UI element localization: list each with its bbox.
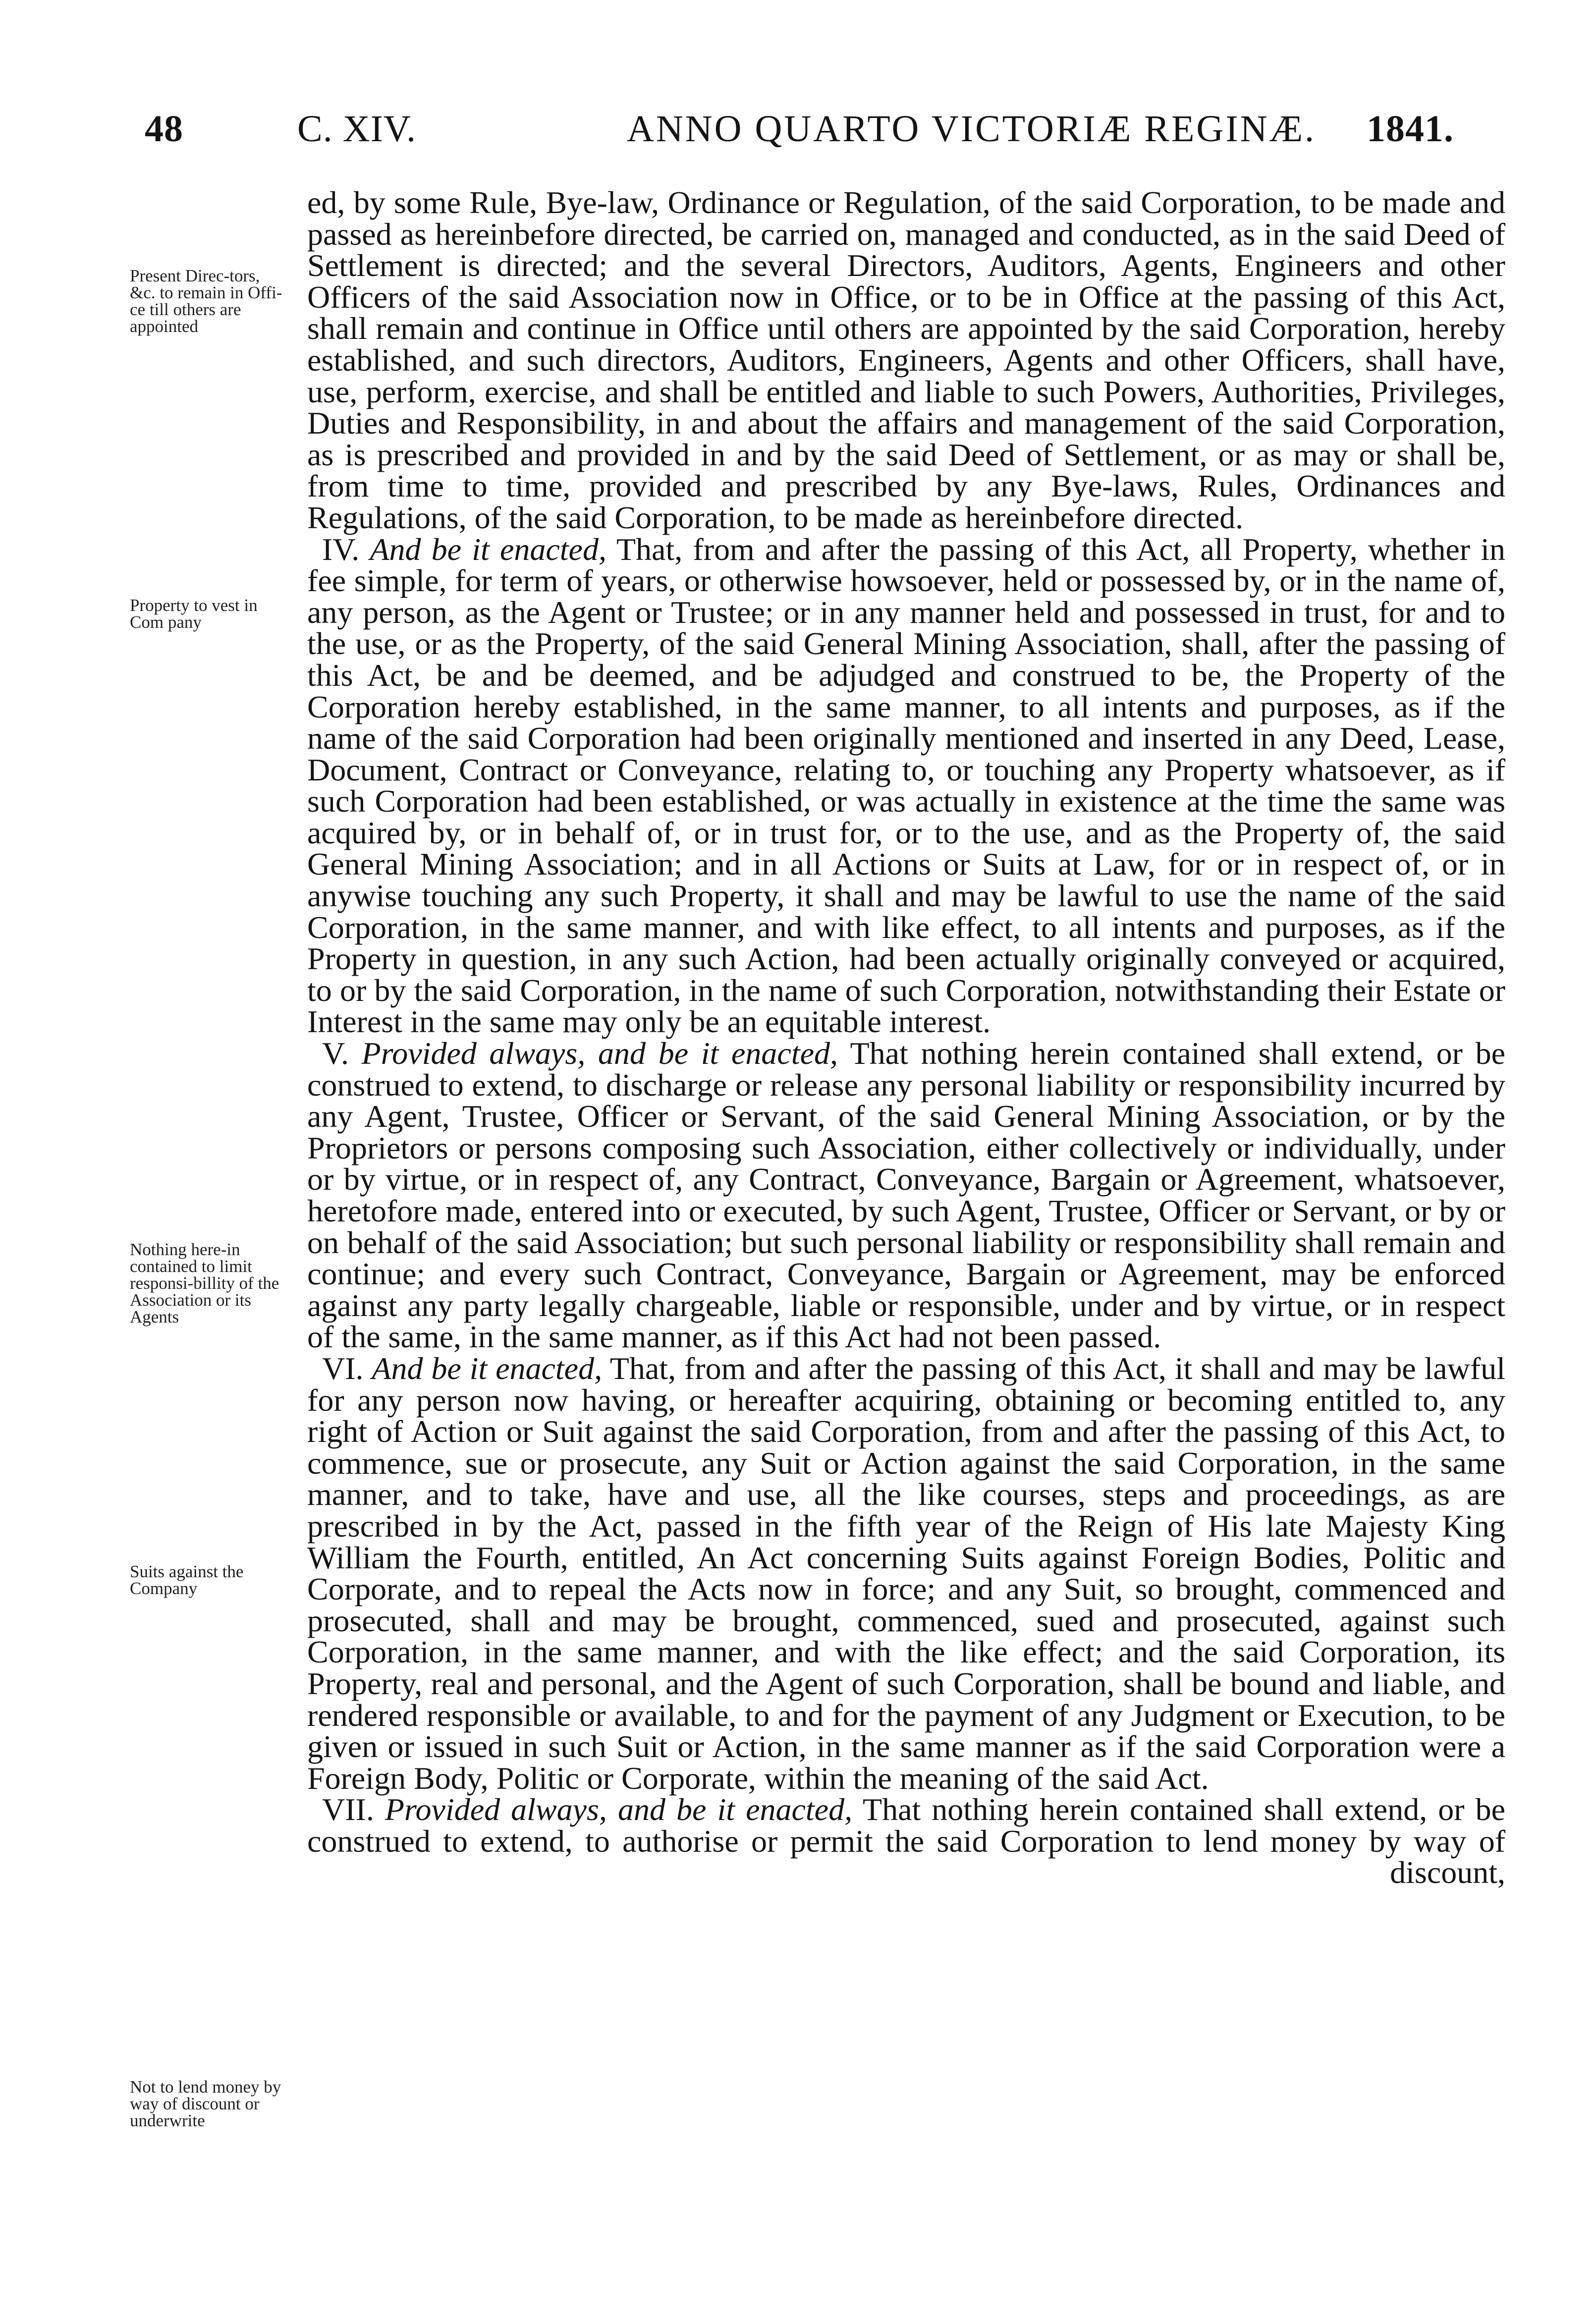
section-text: That nothing herein contained shall extend, or be construed to extend, to authorise or permit the said Corporation to lend money by way of discount, (307, 1792, 1506, 1890)
section-vii (307, 1794, 1505, 1888)
body-text (307, 187, 1505, 1888)
section-number: IV. (322, 531, 360, 567)
margin-note-property-vest: Property to vest in Com pany (130, 596, 258, 632)
enacting-formula: Provided always, and be it enacted, (361, 1036, 838, 1071)
section-text: That, from and after the passing of this Act, all Property, whether in fee simple, for term of years, or otherwise howsoever, held or possessed by, or in the name of, any person, as the Agent or Trustee; or in any manner held and possessed in trust, for and to the use, or as the Property, of the said General Mining Association, shall, after the passing of this Act, be and be deemed, and be adjudged and construed to be, the Property of the Corporation hereby established, in the same manner, to all intents and purposes, as if the name of the said Corporation had been originally mentioned and inserted in any Deed, Lease, Document, Contract or Conveyance, relating to, or touching any Property whatsoever, as if such Corporation had been established, or was actually in existence at the time the same was acquired by, or in behalf of, or in trust for, or to the use, and as the Property of, the said General Mining Association; and in all Actions or Suits at Law, for or in respect of, or in anywise touching any such Property, it shall and may be lawful to use the name of the said Corporation, in the same manner, and with like effect, to all intents and purposes, as if the Property in question, in any such Action, had been actually originally conveyed or acquired, to or by the said Corporation, in the name of such Corporation, notwithstanding their Estate or Interest in the same may only be an equitable interest. (307, 531, 1506, 1040)
section-iv (307, 531, 1506, 1040)
section-number: VI. (322, 1350, 364, 1386)
chapter-number: C. XIV. (297, 108, 416, 150)
section-number: V. (322, 1036, 349, 1071)
section-v (307, 1038, 1505, 1353)
margin-note-not-to-lend: Not to lend money by way of discount or underwrite (130, 2077, 281, 2130)
margin-note-suits: Suits against the Company (130, 1562, 244, 1598)
enacting-formula: Provided always, and be it enacted, (385, 1792, 853, 1827)
year: 1841. (1367, 108, 1454, 150)
enacting-formula: And be it enacted, (372, 1350, 603, 1386)
running-title: ANNO QUARTO VICTORIÆ REGINÆ. (627, 108, 1317, 150)
section-number: VII. (322, 1792, 374, 1827)
section-text: That nothing herein contained shall extend, or be construed to extend, to discharge or release any personal liability or responsibility incurred by any Agent, Trustee, Officer or Servant, of the said General Mining Association, or by the Proprietors or persons composing such Association, either collectively or individually, under or by virtue, or in respect of, any Contract, Conveyance, Bargain or Agreement, whatsoever, heretofore made, entered into or executed, by such Agent, Trustee, Officer or Servant, or by or on behalf of the said Association; but such personal liability or responsibility shall remain and continue; and every such Contract, Conveyance, Bargain or Agreement, may be enforced against any party legally chargeable, liable or responsible, under and by virtue, or in respect of the same, in the same manner, as if this Act had not been passed. (307, 1036, 1506, 1355)
margin-note-liability: Nothing here-in contained to limit responsi-billity of the Association or its Agents (130, 1240, 279, 1327)
section-text: That, from and after the passing of this Act, it shall and may be lawful for any person now having, or hereafter acquiring, obtaining or becoming entitled to, any right of Action or Suit against the said Corporation, from and after the passing of this Act, to commence, sue or prosecute, any Suit or Action against the said Corporation, in the same manner, and to take, have and use, all the like courses, steps and proceedings, as are prescribed in by the Act, passed in the fifth year of the Reign of His late Majesty King William the Fourth, entitled, An Act concerning Suits against Foreign Bodies, Politic and Corporate, and to repeal the Acts now in force; and any Suit, so brought, commenced and prosecuted, shall and may be brought, commenced, sued and prosecuted, against such Corporation, in the same manner, and with the like effect; and the said Corporation, its Property, real and personal, and the Agent of such Corporation, shall be bound and liable, and rendered responsible or available, to and for the payment of any Judgment or Execution, to be given or issued in such Suit or Action, in the same manner as if the said Corporation were a Foreign Body, Politic or Corporate, within the meaning of the said Act. (307, 1350, 1506, 1796)
intro-paragraph: ed, by some Rule, Bye-law, Ordinance or Regulation, of the said Corporation, to be made and passed as hereinbefore directed, be carried on, managed and conducted, as in the said Deed of Settlement is directed; and the several Directors, Auditors, Agents, Engineers and other Officers of the said Association now in Office, or to be in Office at the passing of this Act, shall remain and continue in Office until others are appointed by the said Corporation, hereby established, and such directors, Auditors, Engineers, Agents and other Officers, shall have, use, perform, exercise, and shall be entitled and liable to such Powers, Authorities, Privileges, Duties and Responsibility, in and about the affairs and management of the said Corporation, as is prescribed and provided in and by the said Deed of Settlement, or as may or shall be, from time to time, provided and prescribed by any Bye-laws, Rules, Ordinances and Regulations, of the said Corporation, to be made as hereinbefore directed. (307, 185, 1505, 535)
enacting-formula: And be it enacted, (370, 531, 606, 567)
margin-note-present-directors: Present Direc-tors, &c. to remain in Offi-ce till others are appointed (130, 266, 282, 336)
section-vi (307, 1350, 1506, 1796)
page-number: 48 (145, 108, 183, 150)
